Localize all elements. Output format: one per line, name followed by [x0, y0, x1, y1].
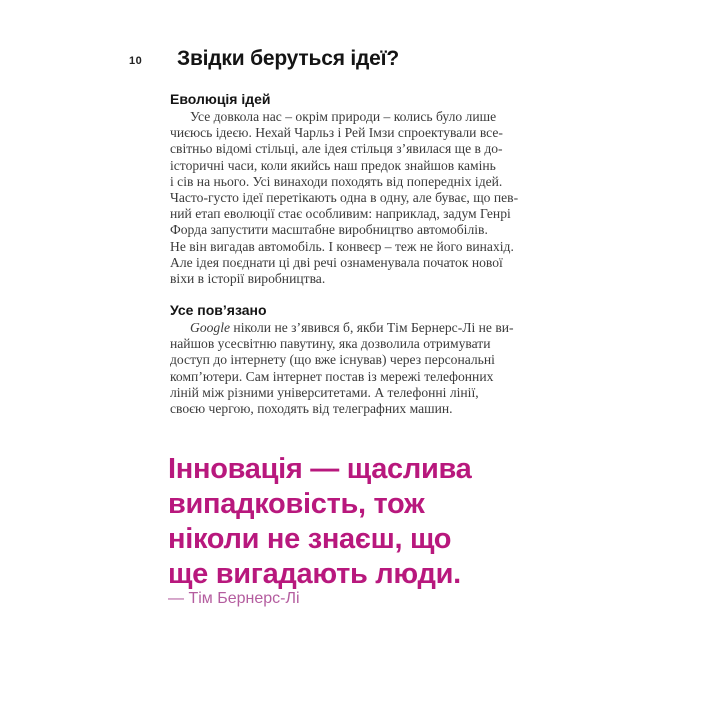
paragraph-line: віхи в історії виробництва. [170, 271, 326, 287]
paragraph-evolution [170, 109, 560, 287]
section-heading-evolution: Еволюція ідей [170, 91, 271, 107]
paragraph-line: чиєюсь ідеєю. Нехай Чарльз і Рей Імзи спроектували все- [170, 125, 503, 141]
quote-attribution: — Тім Бернерс-Лі [168, 590, 300, 607]
paragraph-line: доступ до інтернету (що вже існував) через персональні [170, 352, 495, 368]
page-number: 10 [129, 55, 143, 67]
google-word: Google [190, 320, 231, 335]
paragraph-line: ний етап еволюції стає особливим: наприклад, задум Генрі [170, 206, 511, 222]
paragraph-line: Але ідея поєднати ці дві речі ознаменувала початок нової [170, 254, 503, 270]
pull-quote [168, 452, 558, 592]
paragraph-line: Часто-густо ідеї перетікають одна в одну, але буває, що пев- [170, 190, 519, 206]
paragraph-line: світньо відомі стільці, але ідея стільця з’явилася ще в до- [170, 141, 503, 157]
quote-line: ніколи не знаєш, що [168, 523, 452, 555]
paragraph-line: найшов усесвітню павутину, яка дозволила отримувати [170, 336, 491, 352]
page-title: Звідки беруться ідеї? [177, 47, 399, 70]
paragraph-line-rest: ніколи не з’явився б, якби Тім Бернерс-Лі не ви- [230, 320, 514, 335]
paragraph-line: ліній між різними університетами. А телефонні лінії, [170, 384, 479, 400]
paragraph-line: Усе довкола нас – окрім природи – колись було лише [190, 109, 497, 124]
paragraph-line [170, 320, 560, 336]
paragraph-line: Форда запустити масштабне виробництво автомобілів. [170, 222, 488, 238]
section-heading-connected: Усе пов’язано [170, 302, 267, 318]
paragraph-line: Не він вигадав автомобіль. І конвеєр – теж не його винахід. [170, 238, 514, 254]
paragraph-line: і сів на нього. Усі винаходи походять від попередніх ідей. [170, 173, 503, 189]
quote-line: Інновація — щаслива [168, 453, 472, 485]
quote-line: випадковість, тож [168, 488, 425, 520]
quote-line: ще вигадають люди. [168, 558, 461, 590]
paragraph-line: історичні часи, коли якийсь наш предок знайшов камінь [170, 157, 496, 173]
paragraph-line: комп’ютери. Сам інтернет постав із мережі телефонних [170, 368, 494, 384]
paragraph-connected [170, 320, 560, 417]
paragraph-line: своєю чергою, походять від телеграфних машин. [170, 401, 453, 417]
